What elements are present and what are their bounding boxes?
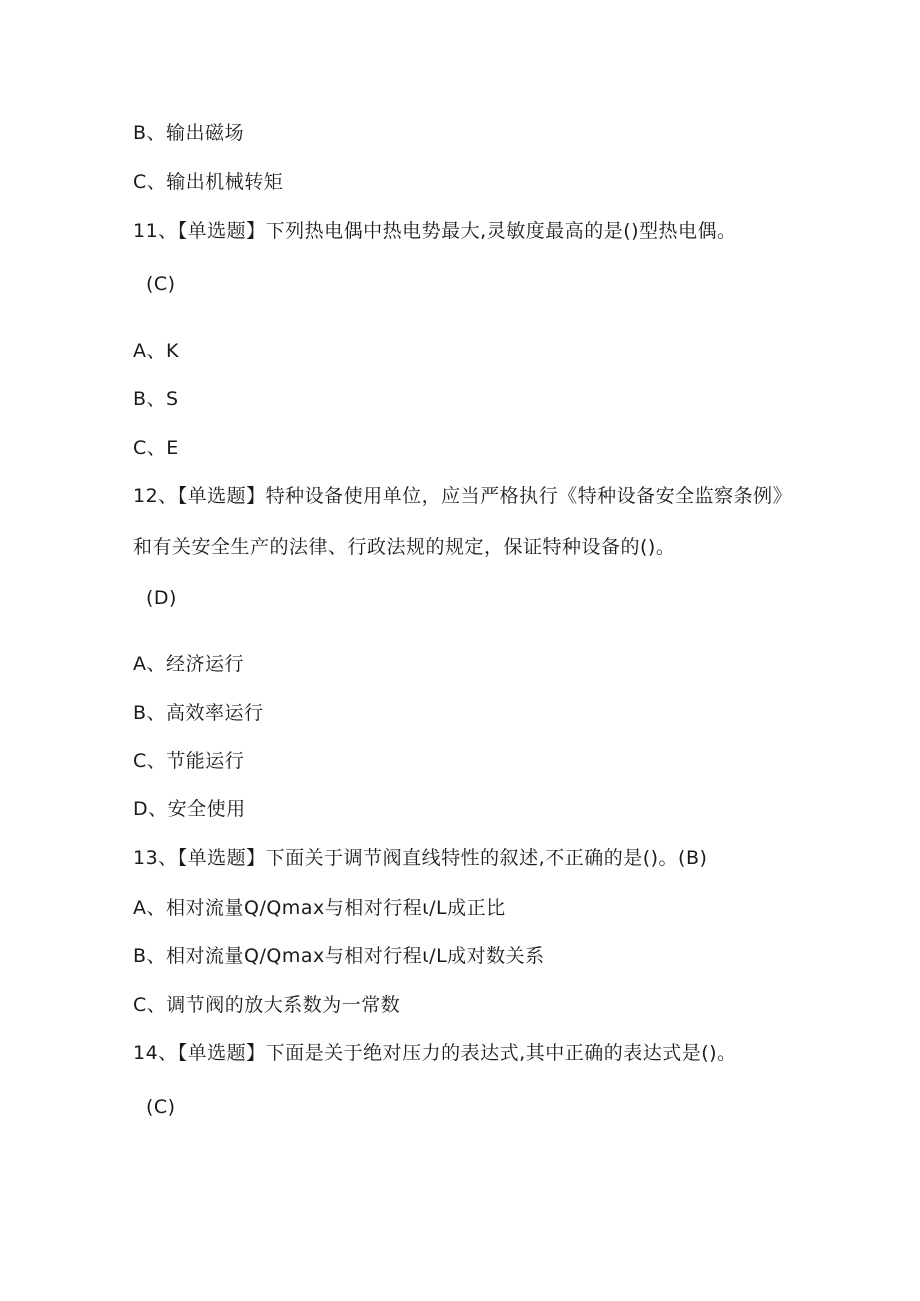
- question-13-option-a: A、相对流量Q/Qmax与相对行程ι/L成正比: [133, 897, 506, 919]
- question-11-answer: (C): [146, 273, 176, 295]
- question-12-option-c: C、节能运行: [133, 750, 245, 772]
- question-12-line-2: 和有关安全生产的法律、行政法规的规定，保证特种设备的()。: [133, 536, 676, 558]
- question-13-option-b: B、相对流量Q/Qmax与相对行程ι/L成对数关系: [133, 945, 545, 967]
- question-11-option-b: B、S: [133, 388, 179, 410]
- question-12-option-b: B、高效率运行: [133, 702, 264, 724]
- question-14-answer: (C): [146, 1096, 176, 1118]
- question-11-option-a: A、K: [133, 340, 179, 362]
- question-12-line-1: 12、【单选题】特种设备使用单位，应当严格执行《特种设备安全监察条例》: [133, 485, 793, 507]
- option-c-prev: C、输出机械转矩: [133, 171, 284, 193]
- question-11: 11、【单选题】下列热电偶中热电势最大,灵敏度最高的是()型热电偶。: [133, 220, 737, 242]
- question-11-option-c: C、E: [133, 437, 179, 459]
- question-12-option-d: D、安全使用: [133, 798, 246, 820]
- question-13-option-c: C、调节阀的放大系数为一常数: [133, 994, 401, 1016]
- question-12-answer: (D): [146, 587, 177, 609]
- question-14: 14、【单选题】下面是关于绝对压力的表达式,其中正确的表达式是()。: [133, 1042, 737, 1064]
- question-13: 13、【单选题】下面关于调节阀直线特性的叙述,不正确的是()。(B): [133, 847, 708, 869]
- option-b-prev: B、输出磁场: [133, 122, 245, 144]
- question-12-option-a: A、经济运行: [133, 653, 244, 675]
